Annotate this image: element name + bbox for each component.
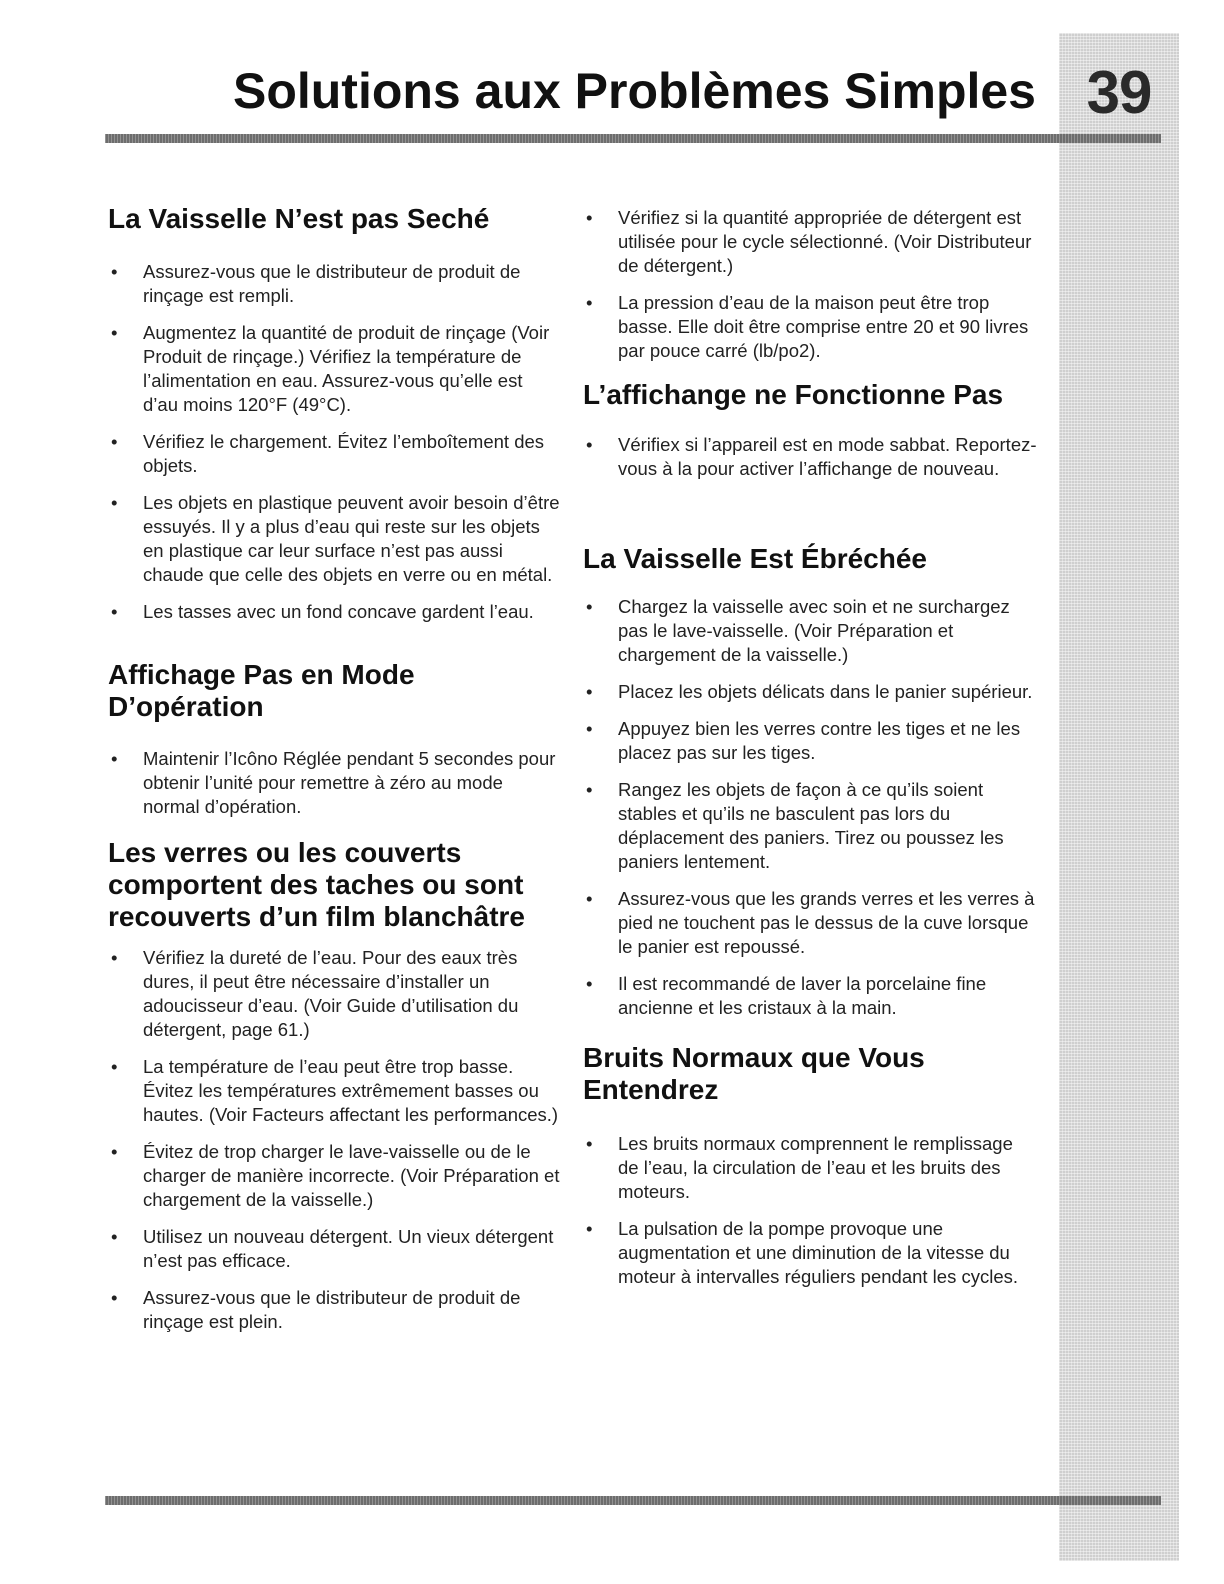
list-item: • Assurez-vous que le distributeur de produit de rinçage est rempli. [108,260,560,308]
list-item: • La température de l’eau peut être trop basse. Évitez les températures extrêmement basses ou hautes. (Voir Facteurs affectant les performances.) [108,1055,560,1127]
section-heading-dishes-not-dry: La Vaisselle N’est pas Seché [108,203,490,234]
page-title: Solutions aux Problèmes Simples [232,63,1036,119]
list-item: • Les objets en plastique peuvent avoir besoin d’être essuyés. Il y a plus d’eau qui reste sur les objets en plastique car leur surface n’est pas aussi chaude que celle des objets en verre ou en métal. [108,491,560,587]
bullet-list [583,433,1038,481]
list-item: • Maintenir l’Icôno Réglée pendant 5 secondes pour obtenir l’unité pour remettre à zéro au mode normal d’opération. [108,747,560,819]
bullet-list [108,260,560,624]
bullet-list [583,1132,1038,1289]
list-item: • Augmentez la quantité de produit de rinçage (Voir Produit de rinçage.) Vérifiez la température de l’alimentation en eau. Assurez-vous qu’elle est d’au moins 120°F (49°C). [108,321,560,417]
list-item: • Évitez de trop charger le lave-vaisselle ou de le charger de manière incorrecte. (Voir Préparation et chargement de la vaisselle.) [108,1140,560,1212]
list-item: • Vérifiex si l’appareil est en mode sabbat. Reportez-vous à la pour activer l’affichange de nouveau. [583,433,1038,481]
side-tab [1059,33,1179,1561]
right-column [583,198,1038,1302]
bullet-list [108,747,560,819]
list-item: • Vérifiez le chargement. Évitez l’emboîtement des objets. [108,430,560,478]
list-item: • Les tasses avec un fond concave gardent l’eau. [108,600,560,624]
page-number: 39 [1086,59,1152,126]
header-rule [105,134,1161,143]
list-item: • La pulsation de la pompe provoque une augmentation et une diminution de la vitesse du moteur à intervalles réguliers pendant les cycles. [583,1217,1038,1289]
section-heading-display-not-working: L’affichange ne Fonctionne Pas [583,379,1004,410]
list-item: • Placez les objets délicats dans le panier supérieur. [583,680,1038,704]
list-item: • Vérifiez la dureté de l’eau. Pour des eaux très dures, il peut être nécessaire d’installer un adoucisseur d’eau. (Voir Guide d’utilisation du détergent, page 61.) [108,946,560,1042]
section-heading-dishes-chipped: La Vaisselle Est Ébréchée [583,543,927,574]
list-item: • Rangez les objets de façon à ce qu’ils soient stables et qu’ils ne basculent pas lors du déplacement des paniers. Tirez ou poussez les paniers lentement. [583,778,1038,874]
left-column [108,198,560,1347]
list-item: • Assurez-vous que le distributeur de produit de rinçage est plein. [108,1286,560,1334]
list-item: • Chargez la vaisselle avec soin et ne surchargez pas le lave-vaisselle. (Voir Préparation et chargement de la vaisselle.) [583,595,1038,667]
bullet-list [583,595,1038,1020]
bullet-list [108,946,560,1334]
list-item: • Appuyez bien les verres contre les tiges et ne les placez pas sur les tiges. [583,717,1038,765]
list-item: • Utilisez un nouveau détergent. Un vieux détergent n’est pas efficace. [108,1225,560,1273]
list-item: • Assurez-vous que les grands verres et les verres à pied ne touchent pas le dessus de la cuve lorsque le panier est repoussé. [583,887,1038,959]
section-heading-display-mode: Affichage Pas en Mode D’opération [108,659,415,722]
bullet-list [583,206,1038,363]
footer-rule [105,1496,1161,1505]
list-item: • Vérifiez si la quantité appropriée de détergent est utilisée pour le cycle sélectionné. (Voir Distributeur de détergent.) [583,206,1038,278]
list-item: • Les bruits normaux comprennent le remplissage de l’eau, la circulation de l’eau et les bruits des moteurs. [583,1132,1038,1204]
section-heading-normal-noises: Bruits Normaux que Vous Entendrez [583,1042,925,1105]
list-item: • La pression d’eau de la maison peut être trop basse. Elle doit être comprise entre 20 et 90 livres par pouce carré (lb/po2). [583,291,1038,363]
list-item: • Il est recommandé de laver la porcelaine fine ancienne et les cristaux à la main. [583,972,1038,1020]
section-heading-glass-spots: Les verres ou les couverts comportent des taches ou sont recouverts d’un film blanchâtre [108,837,525,932]
